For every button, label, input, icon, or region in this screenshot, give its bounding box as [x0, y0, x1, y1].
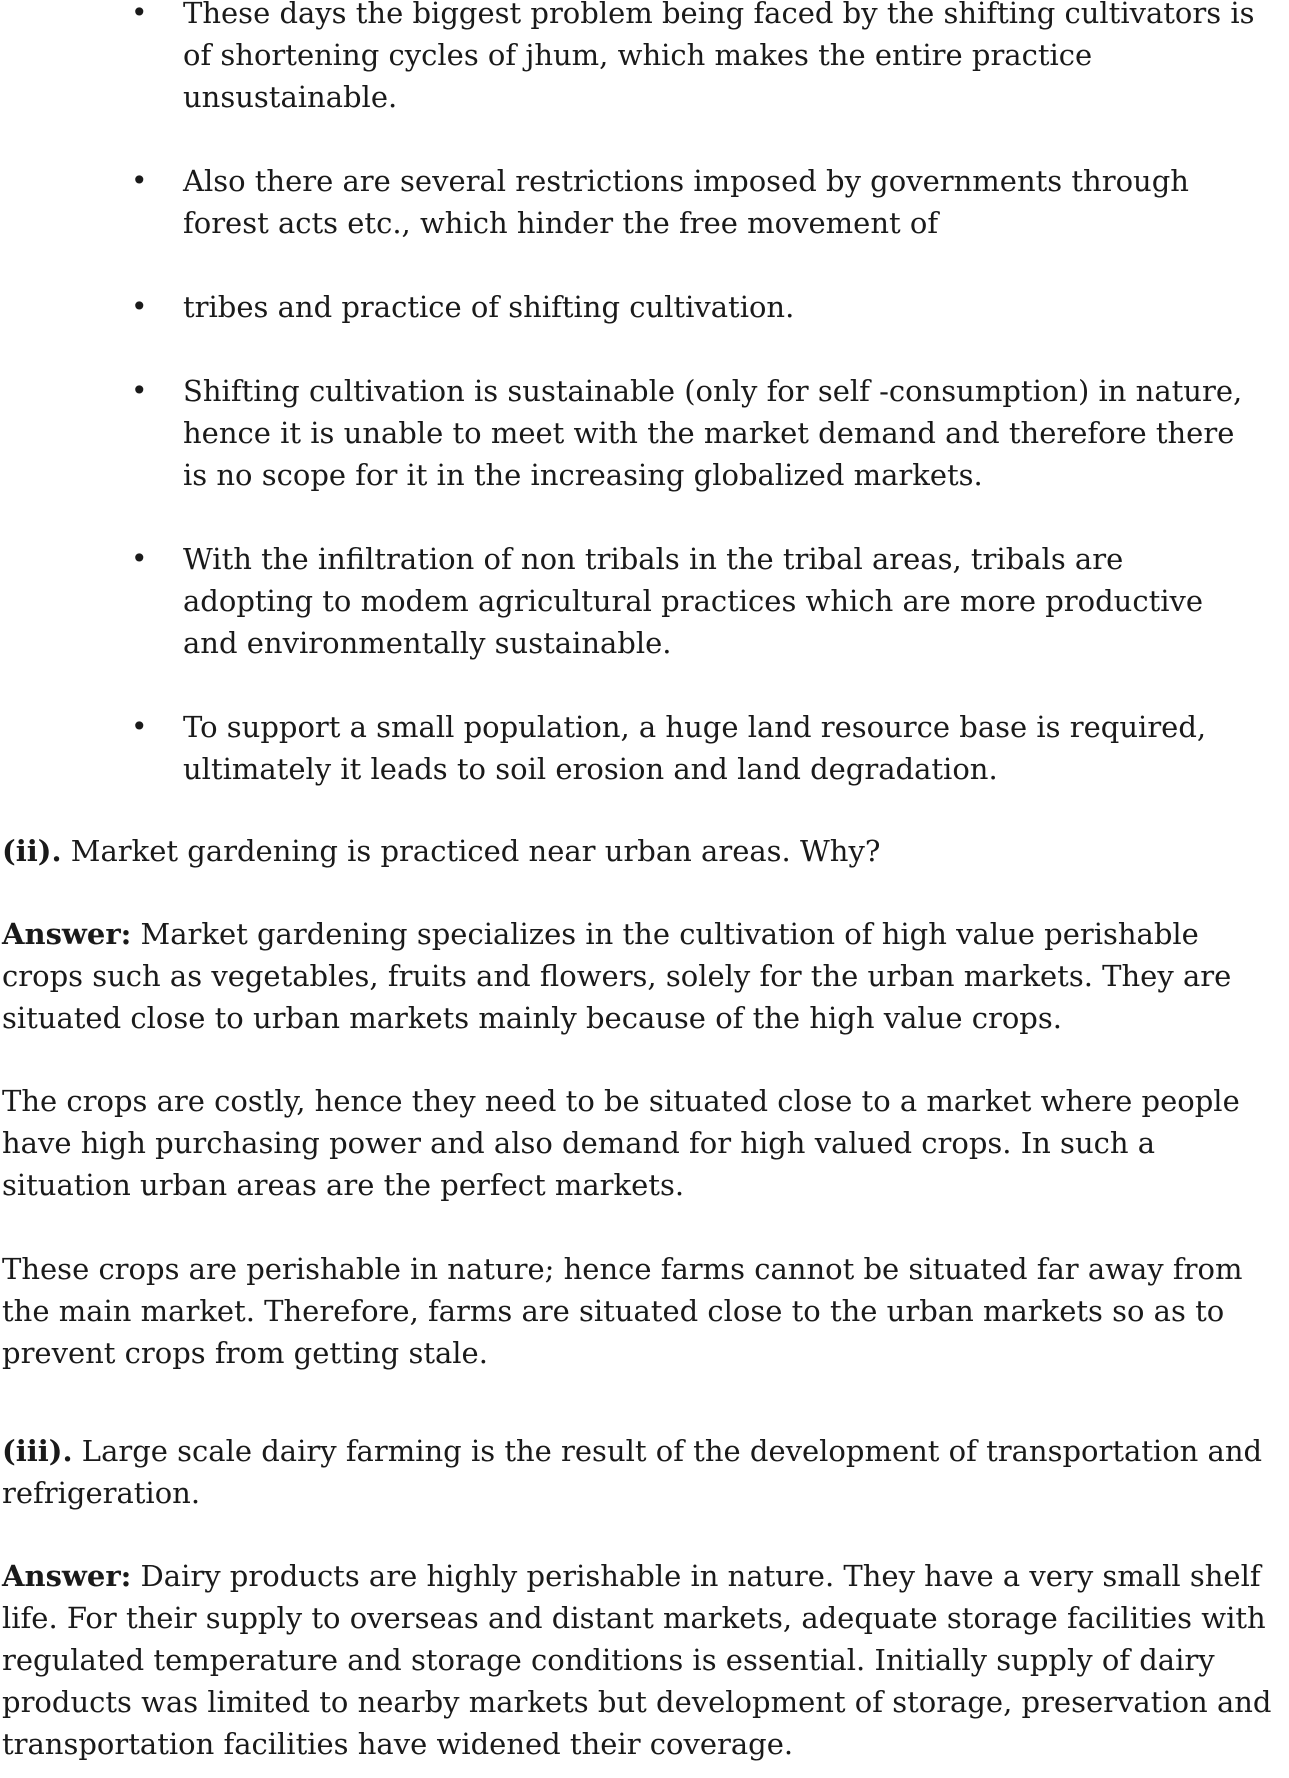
bullet-item	[0, 160, 1289, 244]
question-iii-text: Large scale dairy farming is the result of the development of transportation and refrigeration.	[2, 1434, 1263, 1510]
answer-iii-label: Answer:	[2, 1559, 132, 1593]
bullet-text: Shifting cultivation is sustainable (only for self -consumption) in nature, hence it is unable to meet with the market demand and therefore there is no scope for it in the increasing globalized markets.	[183, 374, 1243, 492]
answer-ii-text-1: Market gardening specializes in the cultivation of high value perishable crops such as vegetables, fruits and flowers, solely for the urban markets. They are situated close to urban markets mainly because of the high value crops.	[2, 917, 1232, 1035]
answer-ii-paragraph-2	[2, 1080, 1282, 1206]
bullet-item	[0, 0, 1289, 118]
bullet-item	[0, 286, 1289, 328]
bullet-dot-icon: •	[131, 164, 148, 197]
bullet-text: With the infiltration of non tribals in the tribal areas, tribals are adopting to modem agricultural practices which are more productive and environmentally sustainable.	[183, 542, 1204, 660]
question-ii	[2, 830, 1282, 872]
bullet-dot-icon: •	[131, 374, 148, 407]
answer-ii-text-2: The crops are costly, hence they need to be situated close to a market where people have high purchasing power and also demand for high valued crops. In such a situation urban areas are the perfect markets.	[2, 1084, 1240, 1202]
bullet-dot-icon: •	[131, 290, 148, 323]
answer-iii-text-1: Dairy products are highly perishable in nature. They have a very small shelf life. For their supply to overseas and distant markets, adequate storage facilities with regulated temperature and storage conditions is essential. Initially supply of dairy products was limited to nearby markets but development of storage, preservation and transportation facilities have widened their coverage.	[2, 1559, 1272, 1761]
bullet-list	[0, 0, 1289, 832]
answer-ii-text-3: These crops are perishable in nature; hence farms cannot be situated far away from the main market. Therefore, farms are situated close to the urban markets so as to prevent crops from getting stale.	[2, 1252, 1243, 1370]
bullet-text: Also there are several restrictions imposed by governments through forest acts etc., which hinder the free movement of	[183, 164, 1189, 240]
question-ii-text: Market gardening is practiced near urban areas. Why?	[61, 834, 881, 868]
bullet-text: To support a small population, a huge land resource base is required, ultimately it leads to soil erosion and land degradation.	[183, 710, 1207, 786]
bullet-text: tribes and practice of shifting cultivation.	[183, 290, 795, 324]
bullet-dot-icon: •	[131, 542, 148, 575]
bullet-item	[0, 538, 1289, 664]
bullet-item	[0, 370, 1289, 496]
bullet-item	[0, 706, 1289, 790]
question-ii-label: (ii).	[2, 834, 62, 868]
answer-ii-label: Answer:	[2, 917, 132, 951]
question-iii	[2, 1430, 1282, 1514]
question-iii-label: (iii).	[2, 1434, 73, 1468]
answer-ii-paragraph-1	[2, 913, 1282, 1039]
answer-iii-paragraph-1	[2, 1555, 1282, 1765]
bullet-dot-icon: •	[131, 0, 148, 29]
bullet-text: These days the biggest problem being faced by the shifting cultivators is of shortening cycles of jhum, which makes the entire practice unsustainable.	[183, 0, 1255, 114]
answer-ii-paragraph-3	[2, 1248, 1282, 1374]
bullet-dot-icon: •	[131, 710, 148, 743]
